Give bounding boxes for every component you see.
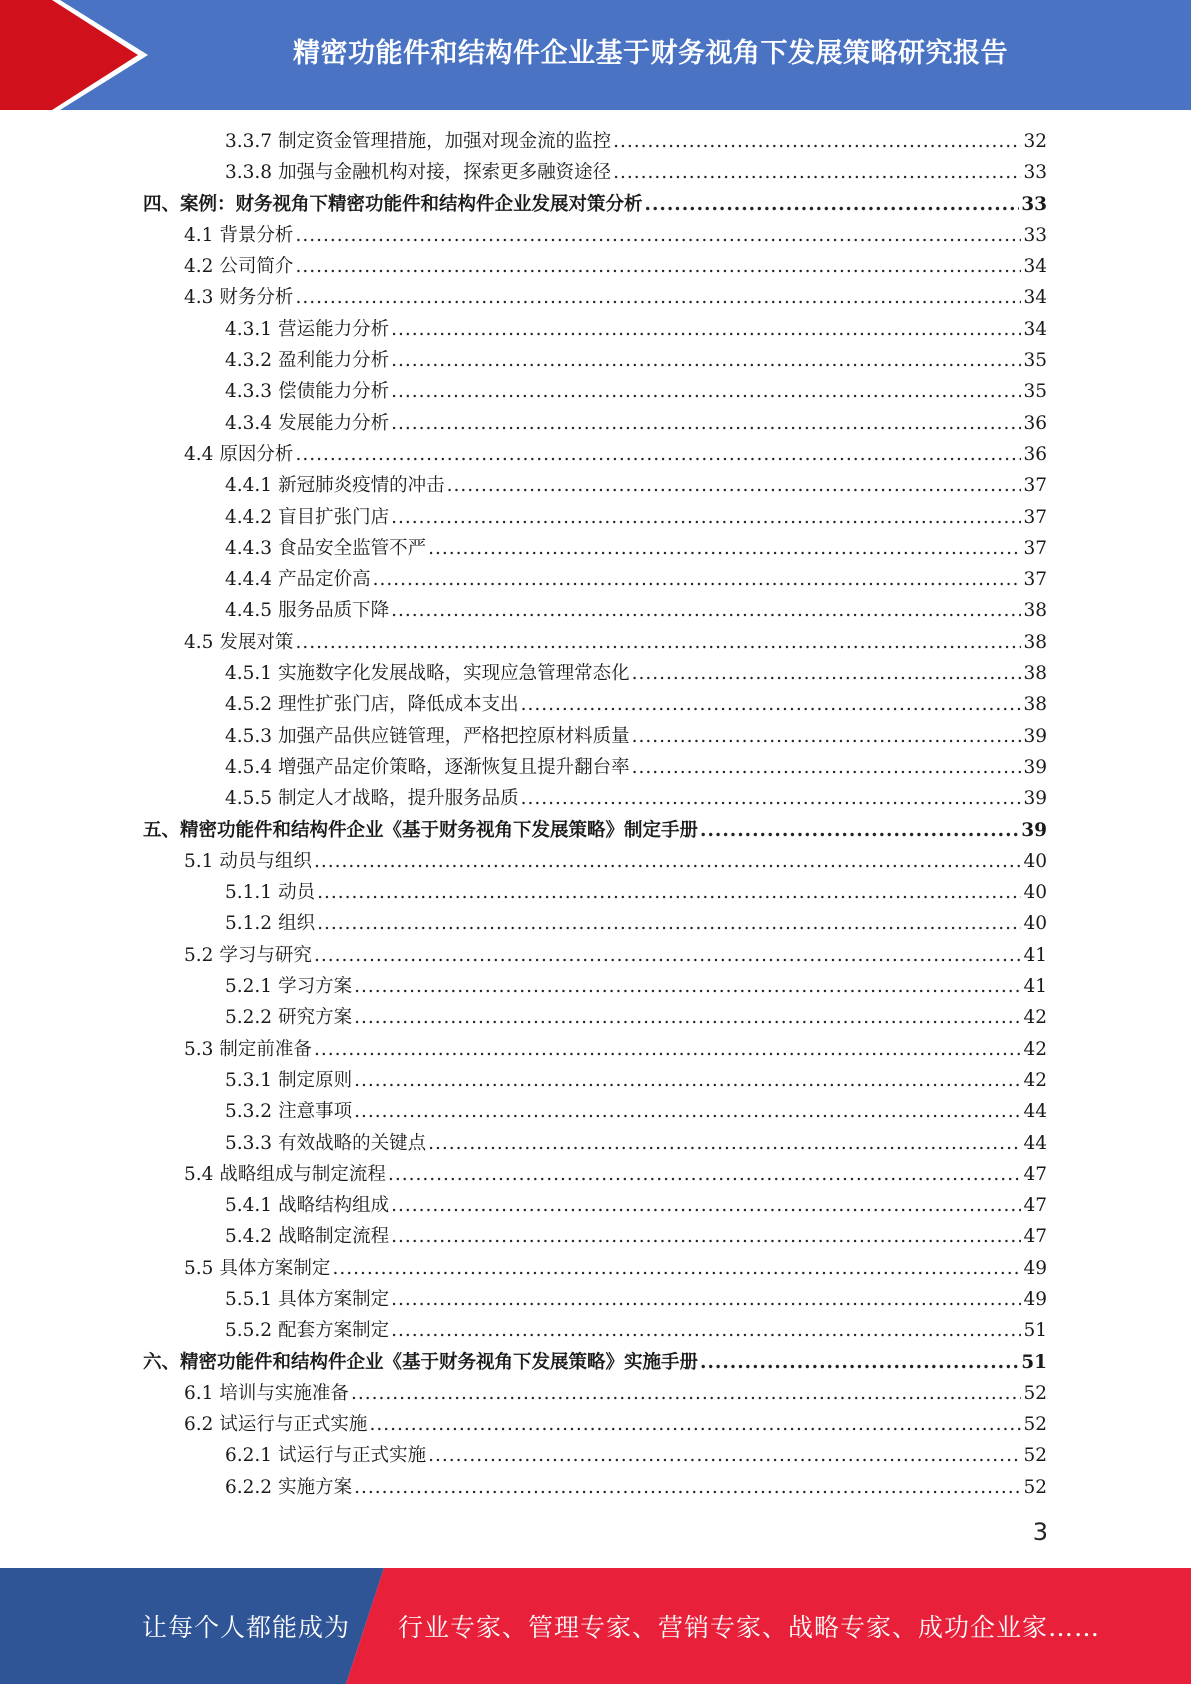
toc-entry-number: 5.4.2 (225, 1226, 273, 1248)
toc-entry[interactable] (143, 503, 1047, 534)
toc-dot-leader (391, 507, 1021, 528)
toc-entry[interactable] (143, 440, 1047, 471)
toc-entry-number: 4.3.3 (225, 381, 273, 403)
toc-entry[interactable] (143, 221, 1047, 252)
page-number: 3 (1032, 1518, 1048, 1546)
toc-entry[interactable] (143, 1348, 1047, 1379)
toc-entry-title: 产品定价高 (278, 569, 371, 591)
toc-entry-title: 发展能力分析 (278, 412, 390, 434)
toc-entry[interactable] (143, 127, 1047, 158)
toc-entry-number: 3.3.8 (225, 162, 273, 184)
toc-entry-number: 6.2.1 (225, 1445, 273, 1467)
toc-entry-number: 4.5.3 (225, 725, 273, 747)
toc-entry-page: 35 (1023, 350, 1047, 372)
toc-entry-page: 33 (1023, 162, 1047, 184)
toc-entry-page: 42 (1023, 1007, 1047, 1029)
toc-entry[interactable] (143, 1097, 1047, 1128)
toc-entry-page: 52 (1023, 1476, 1047, 1498)
toc-entry[interactable] (143, 252, 1047, 283)
toc-entry-page: 44 (1023, 1132, 1047, 1154)
toc-entry-page: 51 (1023, 1320, 1047, 1342)
toc-entry[interactable] (143, 690, 1047, 721)
toc-entry-number: 4.4.5 (225, 600, 273, 622)
toc-entry[interactable] (143, 409, 1047, 440)
toc-entry-page: 47 (1023, 1226, 1047, 1248)
toc-entry-page: 40 (1023, 882, 1047, 904)
toc-dot-leader (351, 1383, 1022, 1404)
toc-entry-number: 5.3 (184, 1038, 214, 1060)
toc-entry-title: 增强产品定价策略，逐渐恢复且提升翻台率 (278, 756, 630, 778)
toc-entry-title: 加强与金融机构对接，探索更多融资途径 (278, 162, 612, 184)
toc-entry-number: 5.1 (184, 850, 214, 872)
toc-entry-title: 服务品质下降 (278, 600, 390, 622)
toc-entry-number: 4.3.4 (225, 412, 273, 434)
toc-dot-leader (521, 694, 1022, 715)
toc-entry[interactable] (143, 1441, 1047, 1472)
toc-entry[interactable] (143, 722, 1047, 753)
toc-entry-number: 4.3 (184, 287, 214, 309)
toc-dot-leader (314, 851, 1022, 872)
toc-dot-leader (391, 1320, 1021, 1341)
toc-entry-number: 6.1 (184, 1382, 214, 1404)
toc-dot-leader (295, 287, 1021, 308)
toc-entry-title: 食品安全监管不严 (278, 537, 427, 559)
toc-entry-number: 4.5.5 (225, 788, 273, 810)
toc-entry[interactable] (143, 1191, 1047, 1222)
toc-entry-title: 动员 (278, 882, 316, 904)
toc-entry-title: 战略组成与制定流程 (219, 1163, 386, 1185)
toc-entry-title: 制定原则 (278, 1069, 353, 1091)
table-of-contents (143, 127, 1047, 1504)
toc-entry-page: 41 (1023, 976, 1047, 998)
toc-entry-title: 财务分析 (219, 287, 294, 309)
toc-entry-number: 5.1.1 (225, 882, 273, 904)
toc-entry-title: 实施方案 (278, 1476, 353, 1498)
document-title: 精密功能件和结构件企业基于财务视角下发展策略研究报告 (293, 37, 1008, 69)
toc-entry-title: 研究方案 (278, 1007, 353, 1029)
toc-dot-leader (314, 1039, 1022, 1060)
toc-entry-page: 47 (1023, 1163, 1047, 1185)
toc-entry-number: 6.2.2 (225, 1476, 273, 1498)
toc-entry-title: 偿债能力分析 (278, 381, 390, 403)
toc-entry-number: 4.4.4 (225, 569, 273, 591)
toc-dot-leader (632, 663, 1022, 684)
toc-entry-page: 41 (1023, 944, 1047, 966)
toc-entry-page: 37 (1023, 537, 1047, 559)
toc-entry-title: 有效战略的关键点 (278, 1132, 427, 1154)
toc-entry[interactable] (143, 1379, 1047, 1410)
toc-entry-title: 原因分析 (219, 443, 294, 465)
toc-entry-page: 33 (1021, 193, 1047, 215)
toc-entry-title: 配套方案制定 (278, 1320, 390, 1342)
toc-entry[interactable] (143, 1160, 1047, 1191)
toc-entry-title: 加强产品供应链管理，严格把控原材料质量 (278, 725, 630, 747)
toc-entry-page: 34 (1023, 256, 1047, 278)
toc-entry-title: 学习与研究 (219, 944, 312, 966)
toc-entry-page: 37 (1023, 475, 1047, 497)
toc-entry-page: 35 (1023, 381, 1047, 403)
toc-entry-number: 5.4 (184, 1163, 214, 1185)
footer-slogan-right: 行业专家、管理专家、营销专家、战略专家、成功企业家…… (398, 1613, 1101, 1642)
toc-dot-leader (391, 1226, 1021, 1247)
toc-entry-page: 42 (1023, 1069, 1047, 1091)
toc-entry-title: 战略制定流程 (278, 1226, 390, 1248)
toc-entry-title: 学习方案 (278, 976, 353, 998)
toc-entry-number: 5.4.1 (225, 1195, 273, 1217)
toc-entry-number: 6.2 (184, 1414, 214, 1436)
toc-entry-page: 38 (1023, 663, 1047, 685)
toc-entry-number: 5.5.1 (225, 1288, 273, 1310)
toc-entry[interactable] (143, 1285, 1047, 1316)
toc-entry-number: 4.3.1 (225, 318, 273, 340)
toc-entry-title: 六、精密功能件和结构件企业《基于财务视角下发展策略》实施手册 (143, 1351, 699, 1373)
toc-dot-leader (354, 1477, 1021, 1498)
footer-band (0, 1568, 1191, 1684)
toc-entry-page: 38 (1023, 600, 1047, 622)
toc-entry[interactable] (143, 1473, 1047, 1504)
toc-entry-page: 36 (1023, 412, 1047, 434)
toc-entry[interactable] (143, 972, 1047, 1003)
toc-entry-number: 5.1.2 (225, 913, 273, 935)
toc-dot-leader (613, 162, 1021, 183)
toc-entry[interactable] (143, 816, 1047, 847)
toc-entry-title: 具体方案制定 (219, 1257, 331, 1279)
toc-entry-page: 44 (1023, 1101, 1047, 1123)
toc-dot-leader (295, 444, 1021, 465)
toc-dot-leader (317, 913, 1021, 934)
toc-entry-number: 4.4.1 (225, 475, 273, 497)
toc-dot-leader (391, 1289, 1021, 1310)
toc-dot-leader (428, 1445, 1021, 1466)
toc-entry[interactable] (143, 628, 1047, 659)
toc-entry-page: 36 (1023, 443, 1047, 465)
toc-dot-leader (391, 381, 1021, 402)
toc-entry[interactable] (143, 471, 1047, 502)
toc-entry-number: 5.3.3 (225, 1132, 273, 1154)
toc-entry[interactable] (143, 565, 1047, 596)
toc-dot-leader (391, 600, 1021, 621)
toc-entry[interactable] (143, 941, 1047, 972)
toc-entry[interactable] (143, 1129, 1047, 1160)
toc-dot-leader (391, 1195, 1021, 1216)
toc-dot-leader (613, 131, 1021, 152)
toc-dot-leader (700, 1352, 1019, 1373)
toc-dot-leader (632, 757, 1022, 778)
toc-entry-title: 盈利能力分析 (278, 350, 390, 372)
toc-entry-number: 4.3.2 (225, 350, 273, 372)
toc-entry-number: 5.2.2 (225, 1007, 273, 1029)
toc-entry-title: 公司简介 (219, 256, 294, 278)
toc-entry[interactable] (143, 1254, 1047, 1285)
toc-entry-title: 动员与组织 (219, 850, 312, 872)
toc-entry-title: 制定人才战略，提升服务品质 (278, 788, 519, 810)
toc-entry-title: 营运能力分析 (278, 318, 390, 340)
toc-entry-title: 背景分析 (219, 224, 294, 246)
toc-dot-leader (317, 882, 1021, 903)
toc-entry[interactable] (143, 283, 1047, 314)
toc-entry[interactable] (143, 1222, 1047, 1253)
toc-entry-title: 实施数字化发展战略，实现应急管理常态化 (278, 663, 630, 685)
toc-entry[interactable] (143, 596, 1047, 627)
toc-dot-leader (645, 194, 1020, 215)
toc-entry-number: 5.3.2 (225, 1101, 273, 1123)
toc-entry-number: 4.5 (184, 631, 214, 653)
toc-entry-number: 4.2 (184, 256, 214, 278)
toc-entry-page: 34 (1023, 287, 1047, 309)
toc-entry[interactable] (143, 1003, 1047, 1034)
toc-entry[interactable] (143, 753, 1047, 784)
toc-entry[interactable] (143, 158, 1047, 189)
toc-entry-page: 34 (1023, 318, 1047, 340)
toc-entry-number: 4.4.3 (225, 537, 273, 559)
toc-entry-page: 39 (1023, 788, 1047, 810)
toc-entry[interactable] (143, 534, 1047, 565)
toc-entry-title: 发展对策 (219, 631, 294, 653)
toc-dot-leader (391, 350, 1021, 371)
toc-entry-title: 战略结构组成 (278, 1195, 390, 1217)
toc-entry-number: 5.2 (184, 944, 214, 966)
toc-entry[interactable] (143, 1316, 1047, 1347)
toc-entry[interactable] (143, 315, 1047, 346)
toc-entry-page: 37 (1023, 569, 1047, 591)
toc-dot-leader (354, 976, 1021, 997)
toc-entry-number: 5.3.1 (225, 1069, 273, 1091)
chevron-arrow-icon (0, 0, 160, 110)
toc-entry-number: 4.5.4 (225, 756, 273, 778)
toc-entry[interactable] (143, 909, 1047, 940)
footer-slogan-left: 让每个人都能成为 (142, 1613, 351, 1642)
toc-entry[interactable] (143, 1066, 1047, 1097)
toc-entry-page: 33 (1023, 224, 1047, 246)
toc-entry-page: 38 (1023, 694, 1047, 716)
toc-entry-number: 4.4.2 (225, 506, 273, 528)
toc-entry-page: 49 (1023, 1288, 1047, 1310)
header-band (0, 0, 1191, 110)
toc-entry-number: 4.1 (184, 224, 214, 246)
toc-entry-title: 新冠肺炎疫情的冲击 (278, 475, 445, 497)
toc-entry[interactable] (143, 659, 1047, 690)
toc-entry-page: 39 (1023, 756, 1047, 778)
toc-entry-title: 五、精密功能件和结构件企业《基于财务视角下发展策略》制定手册 (143, 819, 699, 841)
toc-entry-title: 四、案例：财务视角下精密功能件和结构件企业发展对策分析 (143, 193, 643, 215)
toc-entry-page: 32 (1023, 131, 1047, 152)
toc-entry-title: 理性扩张门店，降低成本支出 (278, 694, 519, 716)
toc-dot-leader (354, 1007, 1021, 1028)
toc-dot-leader (295, 256, 1021, 277)
toc-entry-page: 37 (1023, 506, 1047, 528)
toc-entry-number: 3.3.7 (225, 131, 273, 152)
toc-entry-page: 39 (1021, 819, 1047, 841)
toc-dot-leader (373, 569, 1022, 590)
toc-dot-leader (295, 225, 1021, 246)
toc-entry-number: 4.4 (184, 443, 214, 465)
toc-entry-page: 52 (1023, 1414, 1047, 1436)
toc-entry[interactable] (143, 346, 1047, 377)
toc-entry[interactable] (143, 878, 1047, 909)
toc-dot-leader (388, 1164, 1022, 1185)
toc-entry-page: 40 (1023, 913, 1047, 935)
toc-entry[interactable] (143, 1035, 1047, 1066)
toc-entry-title: 具体方案制定 (278, 1288, 390, 1310)
toc-dot-leader (428, 538, 1021, 559)
toc-entry[interactable] (143, 190, 1047, 221)
toc-dot-leader (391, 413, 1021, 434)
toc-dot-leader (314, 945, 1022, 966)
toc-entry-page: 42 (1023, 1038, 1047, 1060)
toc-entry-page: 38 (1023, 631, 1047, 653)
toc-dot-leader (391, 319, 1021, 340)
toc-dot-leader (369, 1414, 1021, 1435)
toc-entry-number: 4.5.1 (225, 663, 273, 685)
toc-entry[interactable] (143, 784, 1047, 815)
toc-entry-page: 52 (1023, 1445, 1047, 1467)
toc-entry-number: 4.5.2 (225, 694, 273, 716)
toc-entry-title: 培训与实施准备 (219, 1382, 349, 1404)
toc-dot-leader (700, 820, 1019, 841)
toc-entry-title: 制定资金管理措施，加强对现金流的监控 (278, 131, 612, 152)
toc-entry-title: 组织 (278, 913, 316, 935)
toc-dot-leader (332, 1258, 1021, 1279)
toc-dot-leader (521, 788, 1022, 809)
toc-dot-leader (295, 632, 1021, 653)
toc-dot-leader (354, 1070, 1021, 1091)
toc-entry-title: 试运行与正式实施 (219, 1414, 368, 1436)
toc-entry-number: 5.2.1 (225, 976, 273, 998)
toc-entry-title: 注意事项 (278, 1101, 353, 1123)
toc-entry-page: 51 (1021, 1351, 1047, 1373)
toc-entry-page: 47 (1023, 1195, 1047, 1217)
toc-entry-page: 40 (1023, 850, 1047, 872)
toc-entry-page: 39 (1023, 725, 1047, 747)
toc-dot-leader (447, 475, 1022, 496)
toc-entry[interactable] (143, 377, 1047, 408)
toc-entry-title: 试运行与正式实施 (278, 1445, 427, 1467)
toc-dot-leader (428, 1133, 1021, 1154)
toc-entry-page: 49 (1023, 1257, 1047, 1279)
toc-dot-leader (632, 726, 1022, 747)
toc-entry-title: 盲目扩张门店 (278, 506, 390, 528)
toc-entry[interactable] (143, 847, 1047, 878)
toc-entry-page: 52 (1023, 1382, 1047, 1404)
toc-entry[interactable] (143, 1410, 1047, 1441)
toc-entry-title: 制定前准备 (219, 1038, 312, 1060)
toc-dot-leader (354, 1101, 1021, 1122)
toc-entry-number: 5.5 (184, 1257, 214, 1279)
toc-entry-number: 5.5.2 (225, 1320, 273, 1342)
